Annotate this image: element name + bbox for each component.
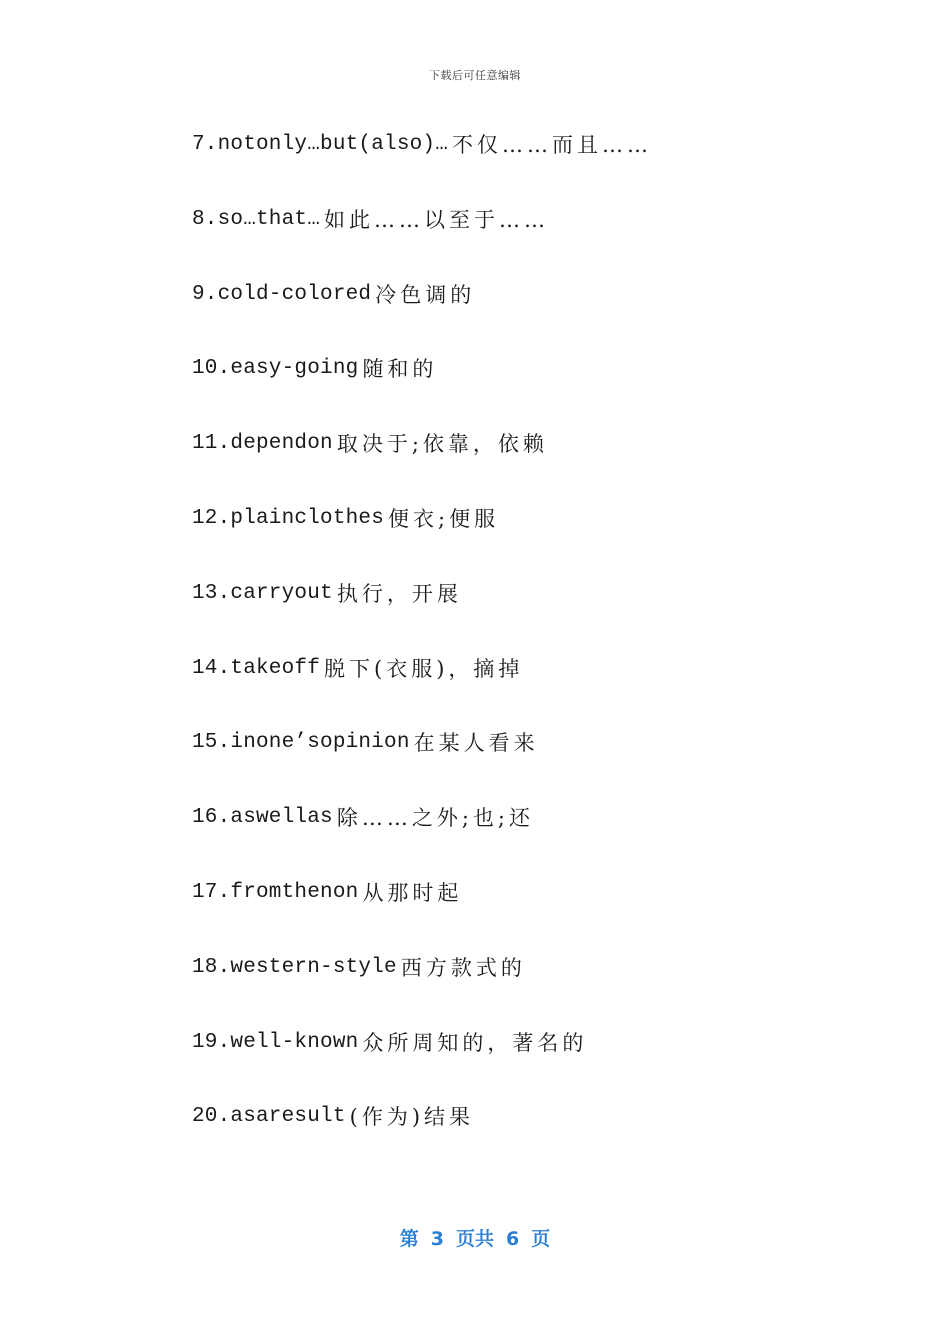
vocab-term: 10.easy-going [192,357,359,381]
vocab-meaning: 冷色调的 [375,282,476,307]
vocab-term: 7.notonly…but(also)… [192,133,449,156]
list-item [192,800,832,875]
list-item [192,426,832,501]
list-item [192,651,832,726]
page-label-prefix: 第 [399,1228,419,1250]
vocab-term: 15.inone’sopinion [192,731,410,755]
vocab-meaning: 西方款式的 [400,955,526,980]
list-item [192,875,832,950]
list-item [192,1099,832,1174]
vocab-meaning: 从那时起 [362,880,463,905]
vocab-meaning: 执行，开展 [336,581,462,606]
page-label-mid: 页共 [455,1228,494,1250]
vocab-term: 20.asaresult [192,1105,346,1129]
vocab-term: 19.well-known [192,1030,359,1054]
vocab-meaning: 不仅……而且…… [452,133,653,157]
vocab-term: 12.plainclothes [192,506,385,530]
page-footer [0,1224,950,1251]
vocab-meaning: (作为)结果 [349,1105,475,1130]
vocab-list [192,127,832,1174]
vocab-meaning: 如此……以至于…… [324,207,550,232]
vocab-term: 16.aswellas [192,806,333,830]
list-item [192,351,832,426]
page-label-suffix: 页 [531,1228,551,1250]
vocab-meaning: 取决于;依靠，依赖 [336,432,548,457]
vocab-meaning: 众所周知的，著名的 [362,1030,588,1055]
vocab-term: 13.carryout [192,581,333,605]
list-item [192,950,832,1025]
list-item [192,725,832,800]
current-page-number: 3 [430,1228,444,1250]
list-item [192,576,832,651]
list-item [192,202,832,277]
vocab-meaning: 在某人看来 [413,731,539,756]
vocab-meaning: 便衣;便服 [388,506,500,531]
total-pages-number: 6 [506,1228,520,1250]
list-item [192,1025,832,1100]
list-item [192,127,832,202]
vocab-term: 11.dependon [192,432,333,456]
vocab-meaning: 脱下(衣服)，摘掉 [324,656,524,681]
vocab-meaning: 除……之外;也;还 [336,806,534,831]
vocab-term: 17.fromthenon [192,880,359,904]
vocab-term: 8.so…that… [192,207,321,231]
vocab-term: 18.western-style [192,955,397,979]
vocab-term: 9.cold-colored [192,282,372,306]
header-note: 下载后可任意编辑 [429,69,521,82]
vocab-meaning: 随和的 [362,357,438,382]
vocab-term: 14.takeoff [192,656,321,680]
list-item [192,277,832,352]
list-item [192,501,832,576]
